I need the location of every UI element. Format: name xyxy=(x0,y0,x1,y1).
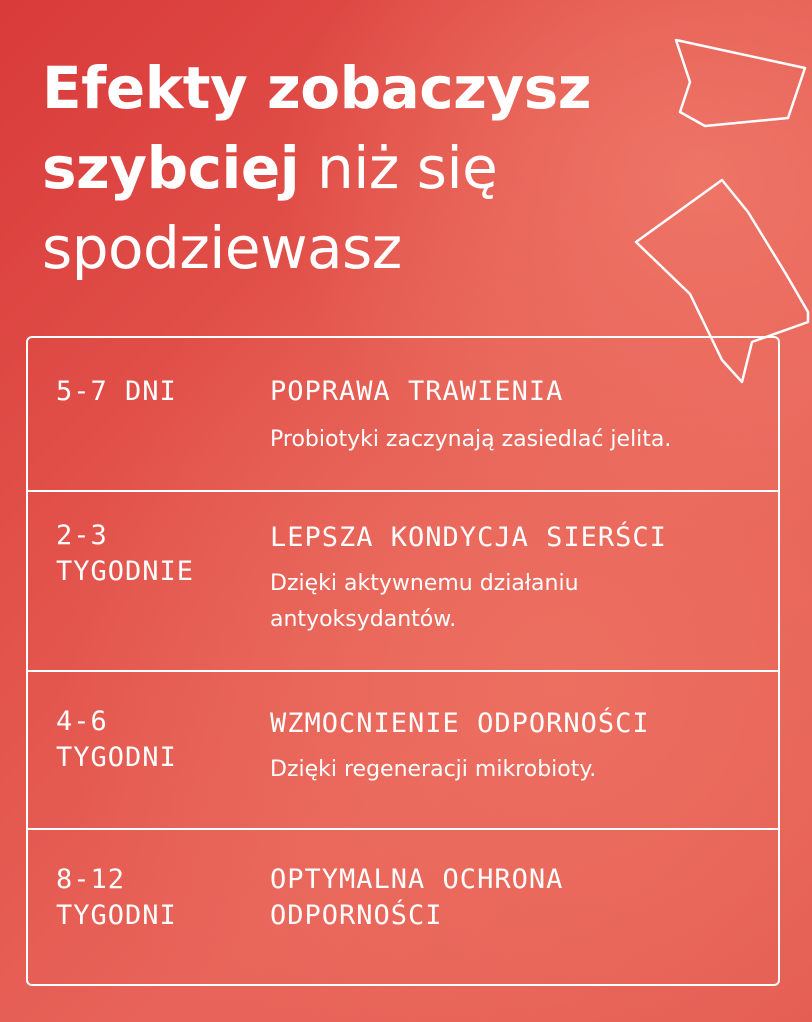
effect-line: POPRAWA TRAWIENIA xyxy=(270,376,564,407)
effect-description xyxy=(270,422,768,458)
period-label xyxy=(56,518,194,590)
desc-line: Dzięki regeneracji mikrobioty. xyxy=(270,757,597,782)
effect-line: ODPORNOŚCI xyxy=(270,900,443,931)
title-line-2-rest: niż się xyxy=(299,134,498,202)
period-label xyxy=(56,704,177,776)
period-label xyxy=(56,862,177,934)
period-line: TYGODNI xyxy=(56,742,177,773)
effect-title xyxy=(270,520,768,556)
effect-title xyxy=(270,862,768,934)
effect-title xyxy=(270,706,768,742)
title-line-2 xyxy=(42,128,662,208)
table-row xyxy=(28,490,778,672)
table-row xyxy=(28,672,778,830)
effect-line: WZMOCNIENIE ODPORNOŚCI xyxy=(270,708,650,739)
desc-line: antyoksydantów. xyxy=(270,607,457,632)
period-line: 5-7 DNI xyxy=(56,376,177,407)
period-label xyxy=(56,374,177,410)
title-line-3: spodziewasz xyxy=(42,214,402,282)
effect-line: OPTYMALNA OCHRONA xyxy=(270,864,564,895)
effect-line: LEPSZA KONDYCJA SIERŚCI xyxy=(270,522,667,553)
table-row xyxy=(28,830,778,984)
title-emphasis: szybciej xyxy=(42,134,300,202)
effect-description xyxy=(270,566,768,638)
page-title xyxy=(42,48,662,288)
desc-line: Dzięki aktywnemu działaniu xyxy=(270,571,579,596)
title-line-1: Efekty zobaczysz xyxy=(42,54,591,122)
effect-title xyxy=(270,374,768,410)
period-line: TYGODNI xyxy=(56,900,177,931)
desc-line: Probiotyki zaczynają zasiedlać jelita. xyxy=(270,427,672,452)
period-line: 8-12 xyxy=(56,864,126,895)
period-line: 4-6 xyxy=(56,706,108,737)
period-line: 2-3 xyxy=(56,520,108,551)
period-line: TYGODNIE xyxy=(56,556,195,587)
effects-timeline-table xyxy=(26,336,780,986)
table-row xyxy=(28,338,778,492)
effect-description xyxy=(270,752,768,788)
